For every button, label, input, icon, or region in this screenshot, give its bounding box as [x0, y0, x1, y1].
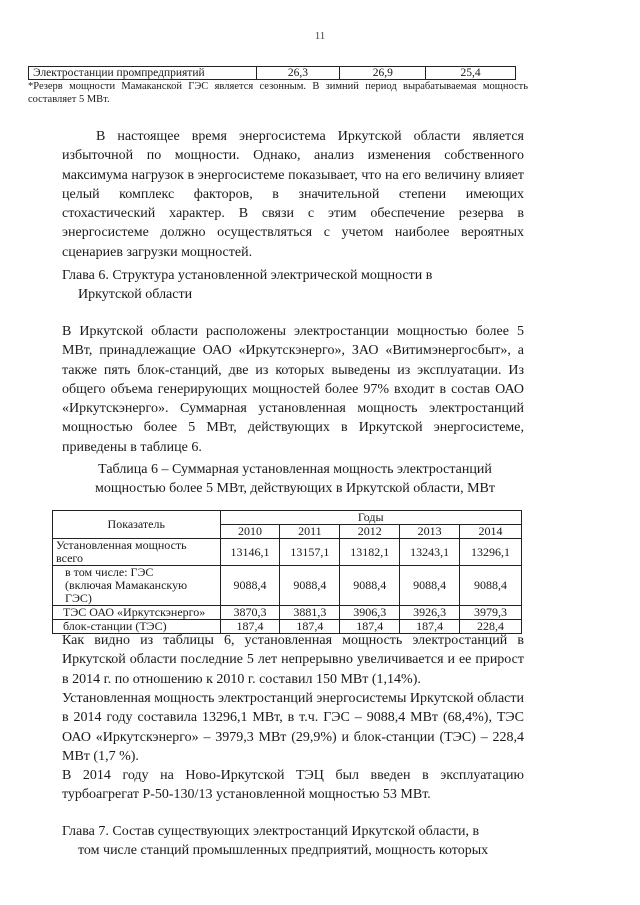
row-label [53, 566, 221, 606]
row-label: Электростанции промпредприятий [29, 67, 257, 80]
table-cell: 26,9 [340, 67, 426, 80]
table-cell: 3926,3 [400, 606, 460, 620]
table-cell: 9088,4 [400, 566, 460, 606]
paragraph-new-turbine: В 2014 году на Ново-Иркутской ТЭЦ был введен в эксплуатацию турбоагрегат Р-50-130/13 установленной мощностью 53 МВт. [62, 768, 524, 803]
table-cell: 25,4 [426, 67, 516, 80]
paragraph-structure-2014: Установленная мощность электростанций энергосистемы Иркутской области в 2014 году составила 13296,1 МВт, в т.ч. ГЭС – 9088,4 МВт (68,4%), ТЭС ОАО «Иркутскэнерго» – 3979,3 МВт (29,9%) и блок-станции (ТЭС) – 228,4 МВт (1,7 %). [62, 691, 524, 764]
table-cell: 13182,1 [340, 539, 400, 566]
row-label: блок-станции (ТЭС) [53, 620, 221, 634]
paragraph-reserve: В настоящее время энергосистема Иркутской области является избыточной по мощности. Однако, анализ изменения собственного максимума нагрузок в энергосистеме показывает, что на его величину влияет целый комплекс факторов, в значительной степени имеющих стохастический характер. В связи с этим обеспечение резерва в энергосистеме должно осуществляться с учетом наиболее вероятных сценариев загрузки мощностей. [62, 129, 524, 260]
row-label-line2: (включая Мамаканскую ГЭС) [65, 578, 188, 605]
header-indicator: Показатель [53, 511, 221, 539]
chapter-7-title-line2: том числе станций промышленных предприятий, мощность которых [78, 843, 489, 859]
footnote: *Резерв мощности Мамаканской ГЭС является сезонным. В зимний период вырабатываемая мощность составляет 5 МВт. [28, 81, 528, 105]
header-year: 2014 [460, 525, 522, 539]
paragraph-growth: Как видно из таблицы 6, установленная мощность электростанций в Иркутской области последние 5 лет непрерывно увеличивается и ее прирост в 2014 г. по отношению к 2010 г. составил 150 МВт (1,14%). [62, 633, 524, 687]
table-cell: 13146,1 [220, 539, 280, 566]
continued-table-fragment [28, 66, 516, 80]
chapter-6-heading [62, 266, 524, 305]
table-6 [52, 510, 522, 634]
header-year: 2012 [340, 525, 400, 539]
page-number: 11 [314, 30, 326, 42]
table-cell: 26,3 [256, 67, 340, 80]
chapter-7-title-line1: Глава 7. Состав существующих электростанций Иркутской области, в [62, 824, 480, 839]
table-cell: 9088,4 [460, 566, 522, 606]
chapter-7-heading [62, 822, 524, 861]
chapter-6-title-line2: Иркутской области [78, 287, 193, 303]
table-cell: 9088,4 [220, 566, 280, 606]
header-years: Годы [220, 511, 521, 525]
table-cell: 3906,3 [340, 606, 400, 620]
table-cell: 3870,3 [220, 606, 280, 620]
table-cell: 9088,4 [340, 566, 400, 606]
table-header-row [53, 511, 522, 525]
table-cell: 187,4 [280, 620, 340, 634]
paragraph-plants: В Иркутской области расположены электростанции мощностью более 5 МВт, принадлежащие ОАО «Иркутскэнерго», ЗАО «Витимэнергосбыт», а также пять блок-станций, две из которых выведены из эксплуатации. Из общего объема генерирующих мощностей более 97% входит в состав ОАО «Иркутскэнерго». Суммарная установленная мощность электростанций мощностью более 5 МВт, действующих в Иркутской энергосистеме, приведены в таблице 6. [62, 324, 524, 455]
table-row [53, 606, 522, 620]
table-cell: 187,4 [340, 620, 400, 634]
table-cell: 13243,1 [400, 539, 460, 566]
row-label-line1: в том числе: ГЭС [65, 565, 154, 579]
row-label: Установленная мощность всего [53, 539, 221, 566]
table-row [53, 539, 522, 566]
table-cell: 3881,3 [280, 606, 340, 620]
table-6-caption [60, 460, 530, 499]
row-label: ТЭС ОАО «Иркутскэнерго» [53, 606, 221, 620]
table-cell: 3979,3 [460, 606, 522, 620]
table-cell: 228,4 [460, 620, 522, 634]
caption-line1: Таблица 6 – Суммарная установленная мощность электростанций [98, 462, 492, 477]
table-row [53, 566, 522, 606]
caption-line2: мощностью более 5 МВт, действующих в Иркутской области, МВт [95, 481, 495, 497]
table-cell: 187,4 [400, 620, 460, 634]
header-year: 2013 [400, 525, 460, 539]
table-cell: 13296,1 [460, 539, 522, 566]
header-year: 2010 [220, 525, 280, 539]
table-cell: 9088,4 [280, 566, 340, 606]
table-cell: 13157,1 [280, 539, 340, 566]
chapter-6-title-line1: Глава 6. Структура установленной электрической мощности в [62, 268, 433, 283]
header-year: 2011 [280, 525, 340, 539]
table-row [29, 67, 516, 80]
table-cell: 187,4 [220, 620, 280, 634]
